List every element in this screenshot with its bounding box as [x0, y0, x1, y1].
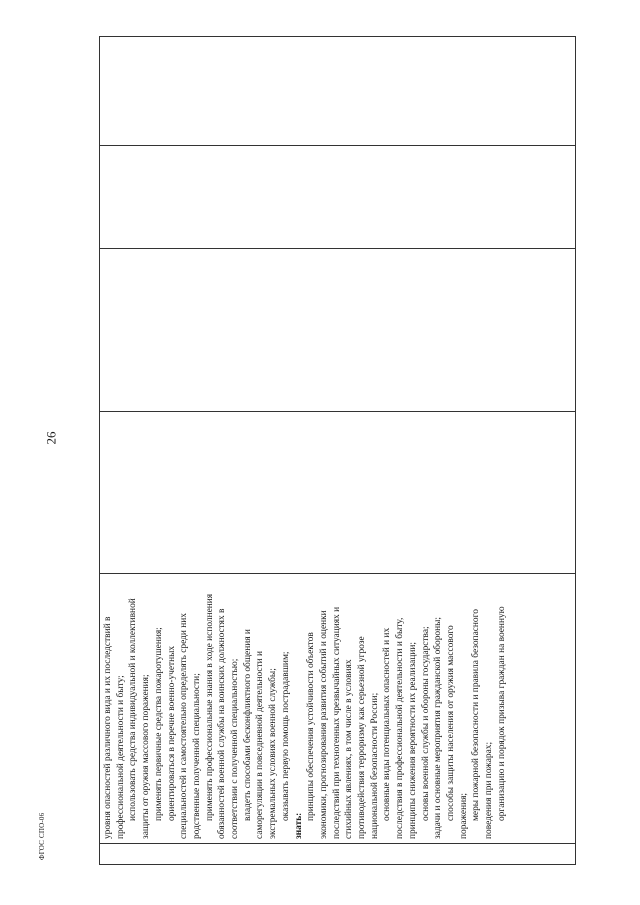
text-line: меры пожарной безопасности и правила безопасного	[471, 609, 482, 821]
table-cell-content	[100, 574, 576, 844]
text-line: последствий при техногенных чрезвычайных ситуациях и	[331, 606, 342, 839]
table-cell-empty	[100, 844, 576, 865]
text-line: использовать средства индивидуальной и коллективной	[128, 598, 139, 821]
text-line: экстремальных условиях военной службы;	[268, 668, 279, 839]
text-line: задачи и основные мероприятия гражданской обороны;	[433, 616, 444, 839]
table-cell-empty	[100, 249, 576, 412]
text-line: противодействия терроризму как серьезной угрозе	[357, 636, 368, 839]
text-line: принципы снижения вероятности их реализации;	[407, 642, 418, 839]
table-cell-empty	[100, 412, 576, 574]
table-row	[100, 37, 576, 865]
text-line: защиты от оружия массового поражения;	[141, 674, 152, 839]
text-line: основные виды потенциальных опасностей и их	[382, 627, 393, 821]
table-cell-empty	[100, 37, 576, 146]
text-line: специальностей и самостоятельно определять среди них	[179, 613, 190, 839]
text-line: соответствии с полученной специальностью;	[230, 658, 241, 839]
text-line: экономики, прогнозирования развития событий и оценки	[318, 610, 329, 839]
text-line: основы военной службы и обороны государства;	[420, 626, 431, 821]
text-line: владеть способами бесконфликтного общения и	[242, 629, 253, 821]
text-line: национальной безопасности России;	[369, 692, 380, 839]
page-number: 26	[43, 431, 59, 445]
rotated-table-wrapper	[99, 37, 576, 865]
text-line: стихийных явлениях, в том числе в условиях	[344, 659, 355, 839]
text-line: поражения;	[458, 792, 469, 839]
text-line: организацию и порядок призыва граждан на военную	[496, 606, 507, 821]
text-line: ориентироваться в перечне военно-учетных	[166, 645, 177, 821]
section-heading: знать:	[293, 812, 304, 839]
text-line: обязанностей военной службы на воинских должностях в	[217, 608, 228, 839]
text-line: родственные полученной специальности;	[191, 673, 202, 839]
text-line: последствия в профессиональной деятельности и быту,	[395, 617, 406, 839]
text-line: саморегуляции в повседневной деятельности и	[255, 650, 266, 839]
table-cell-empty	[100, 146, 576, 249]
text-line: уровня опасностей различного вида и их последствий в	[103, 616, 113, 839]
text-line: принципы обеспечения устойчивости объектов	[306, 632, 317, 821]
text-line: применять первичные средства пожаротушения;	[153, 627, 164, 821]
text-line: профессиональной деятельности и быту;	[115, 675, 126, 839]
footer-code: ФГОС СПО-06	[38, 812, 46, 860]
competency-text	[100, 574, 509, 843]
text-line: способы защиты населения от оружия массового	[445, 625, 456, 821]
text-line: поведения при пожарах;	[484, 741, 495, 839]
competency-table	[99, 36, 576, 865]
text-line: применять профессиональные знания в ходе исполнения	[204, 593, 215, 821]
text-line: оказывать первую помощь пострадавшим;	[280, 651, 291, 821]
